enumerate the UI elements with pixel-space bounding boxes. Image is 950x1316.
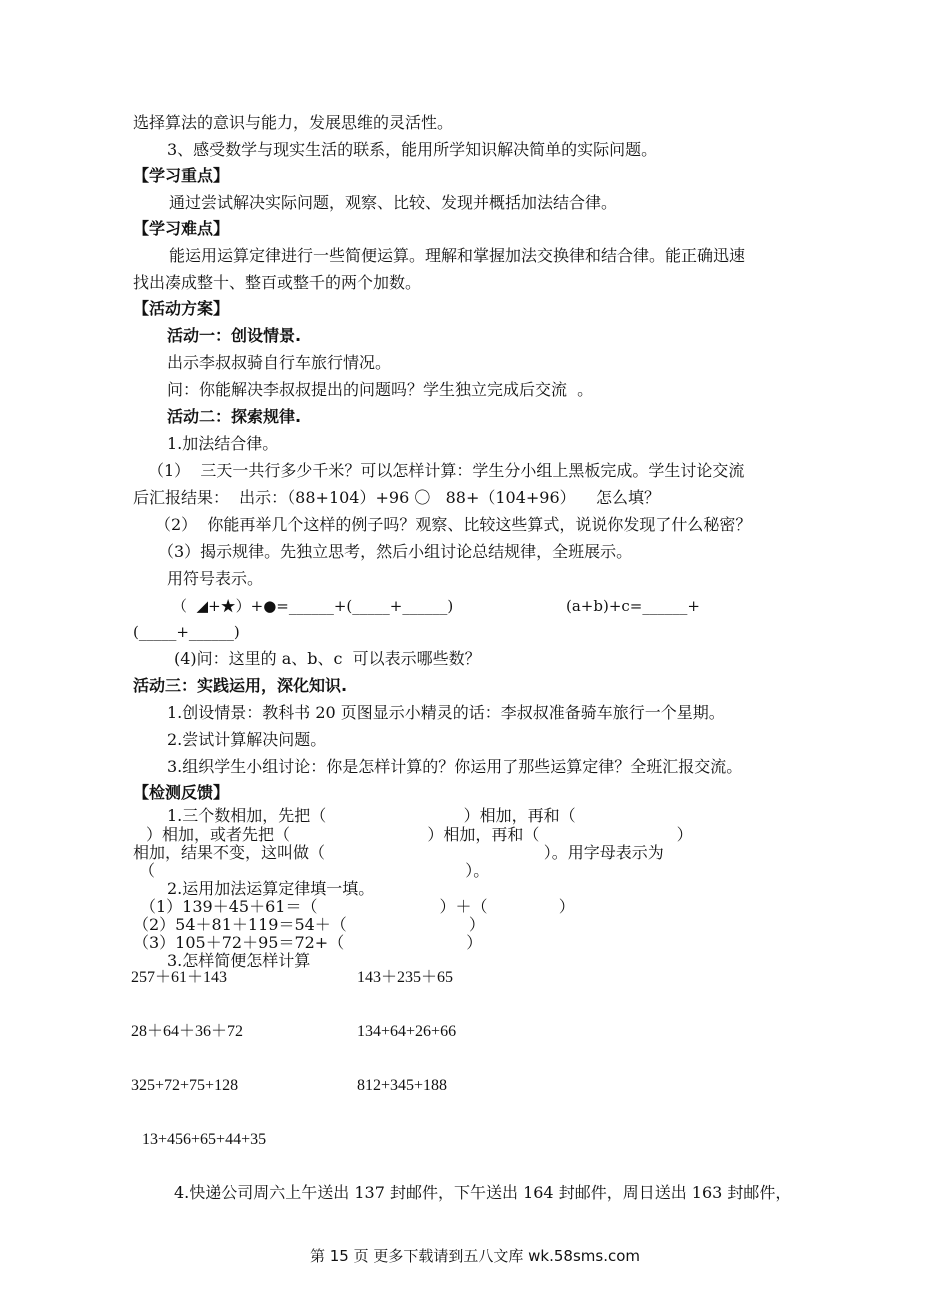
section-heading: 【学习重点】 <box>133 166 230 185</box>
activity-heading: 活动一：创设情景. <box>167 326 302 345</box>
text-line: 选择算法的意识与能力，发展思维的灵活性。 <box>133 113 454 132</box>
text-line: （3）揭示规律。先独立思考，然后小组讨论总结规律，全班展示。 <box>158 542 633 561</box>
text-line: 2.尝试计算解决问题。 <box>167 730 327 749</box>
formula-line: （ ◢+★）+●=______+(_____+______) <box>172 597 454 615</box>
text-line: 找出凑成整十、整百或整千的两个加数。 <box>133 273 422 292</box>
text-line: 2.运用加法运算定律填一填。 <box>167 879 375 898</box>
text-line: 后汇报结果： 出示：（88+104）+96 〇 88+（104+96） 怎么填？ <box>133 488 661 507</box>
text-line: 1.创设情景：教科书 20 页图显示小精灵的话：李叔叔准备骑车旅行一个星期。 <box>167 703 725 722</box>
calc-expression: 13+456+65+44+35 <box>142 1131 267 1148</box>
section-heading: 【检测反馈】 <box>133 783 230 802</box>
text-line: 3.怎样简便怎样计算 <box>167 951 311 970</box>
formula-line: (a+b)+c=______+ <box>566 597 700 615</box>
text-line: 1.三个数相加，先把（ ）相加，再和（ <box>167 806 576 825</box>
page-footer: 第 15 页 更多下载请到五八文库 wk.58sms.com <box>309 1247 641 1265</box>
formula-line: (_____+______) <box>133 623 240 641</box>
text-line: 3、感受数学与现实生活的联系，能用所学知识解决简单的实际问题。 <box>167 140 658 159</box>
text-line: 通过尝试解决实际问题，观察、比较、发现并概括加法结合律。 <box>169 193 618 212</box>
calc-expression: 325+72+75+128 <box>131 1077 239 1094</box>
activity-heading: 活动三：实践运用，深化知识. <box>133 676 348 695</box>
text-line: （1） 三天一共行多少千米？可以怎样计算：学生分小组上黑板完成。学生讨论交流 <box>148 461 745 480</box>
text-line: 相加，结果不变，这叫做（ ）。用字母表示为 <box>133 843 664 862</box>
text-line: 4.快递公司周六上午送出 137 封邮件，下午送出 164 封邮件，周日送出 163 封邮件， <box>174 1183 792 1202</box>
text-line: 用符号表示。 <box>167 569 264 588</box>
section-heading: 【活动方案】 <box>133 299 230 318</box>
calc-expression: 257＋61＋143 <box>131 969 228 986</box>
text-line: （ ）。 <box>139 861 490 880</box>
text-line: 出示李叔叔骑自行车旅行情况。 <box>167 353 392 372</box>
text-line: ）相加，或者先把（ ）相加，再和（ ） <box>146 825 693 844</box>
text-line: (4)问：这里的 a、b、c 可以表示哪些数？ <box>174 649 481 668</box>
text-line: 3.组织学生小组讨论：你是怎样计算的？你运用了那些运算定律？全班汇报交流。 <box>167 757 743 776</box>
text-line: 问：你能解决李叔叔提出的问题吗？学生独立完成后交流 。 <box>167 380 594 399</box>
text-line: （1）139＋45＋61＝（ ）＋（ ） <box>140 897 575 916</box>
calc-expression: 134+64+26+66 <box>357 1023 457 1040</box>
section-heading: 【学习难点】 <box>133 219 230 238</box>
calc-expression: 812+345+188 <box>357 1077 448 1094</box>
text-line: 1.加法结合律。 <box>167 434 279 453</box>
text-line: （2）54＋81＋119＝54＋（ ） <box>133 915 485 934</box>
text-line: （2） 你能再举几个这样的例子吗？观察、比较这些算式，说说你发现了什么秘密？ <box>155 515 752 534</box>
calc-expression: 143＋235＋65 <box>357 969 454 986</box>
text-line: 能运用运算定律进行一些简便运算。理解和掌握加法交换律和结合律。能正确迅速 <box>169 246 746 265</box>
text-line: （3）105＋72＋95＝72+（ ） <box>133 933 483 952</box>
activity-heading: 活动二：探索规律. <box>167 407 302 426</box>
calc-expression: 28＋64＋36＋72 <box>131 1023 244 1040</box>
